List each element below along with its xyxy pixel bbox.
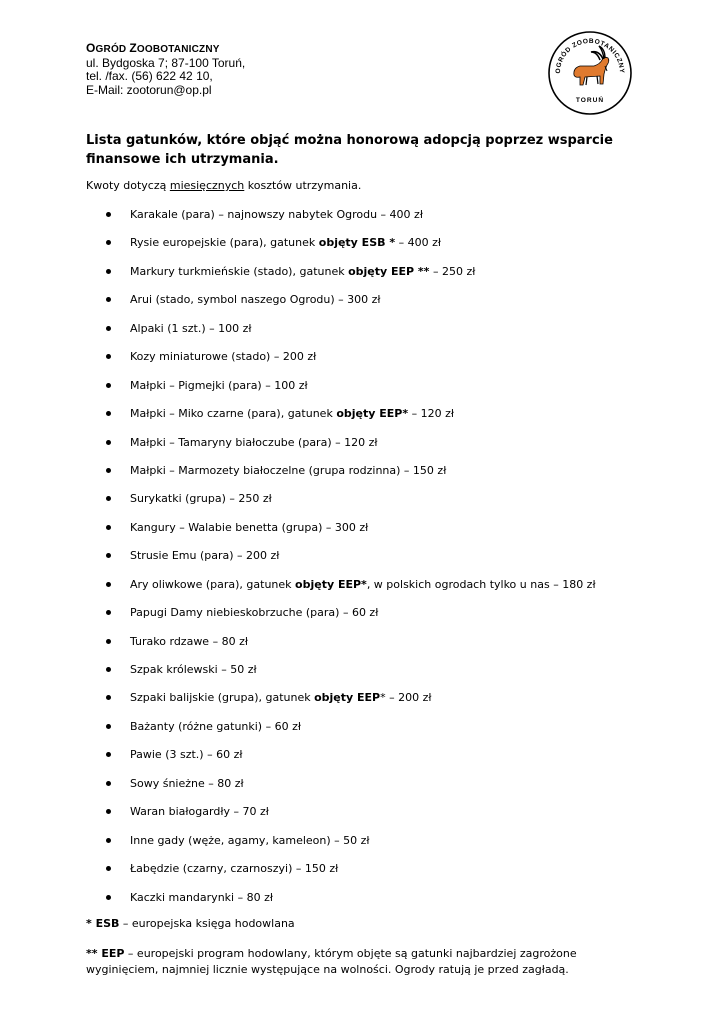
list-item-text: Arui (stado, symbol naszego Ogrodu) – 300 zł [130,293,381,307]
bullet-icon [106,695,111,700]
bullet-icon [106,866,111,871]
list-item [0,234,724,262]
letterhead [86,42,245,97]
list-item-text: Surykatki (grupa) – 250 zł [130,492,272,506]
list-item-text: Strusie Emu (para) – 200 zł [130,549,280,563]
bullet-icon [106,639,111,644]
list-item [0,320,724,348]
list-item [0,434,724,462]
bullet-icon [106,440,111,445]
species-list [0,206,724,917]
bullet-icon [106,752,111,757]
list-item-text: Sowy śnieżne – 80 zł [130,776,244,790]
list-item [0,576,724,604]
list-item [0,860,724,888]
list-item [0,547,724,575]
org-address: ul. Bydgoska 7; 87-100 Toruń, [86,55,246,70]
bullet-icon [106,809,111,814]
org-phone: tel. /fax. (56) 622 42 10, [86,69,213,83]
list-item-text: Małpki – Miko czarne (para), gatunek objęty EEP* – 120 zł [130,407,454,421]
bullet-icon [106,354,111,359]
list-item-text: Turako rdzawe – 80 zł [130,634,248,648]
bullet-icon [106,525,111,530]
list-item [0,832,724,860]
bullet-icon [106,667,111,672]
bullet-icon [106,297,111,302]
list-item-text: Ary oliwkowe (para), gatunek objęty EEP*, w polskich ogrodach tylko u nas – 180 zł [130,577,596,591]
list-item-text: Waran białogardły – 70 zł [130,805,269,819]
list-item [0,291,724,319]
bullet-icon [106,212,111,217]
list-item-text: Szpaki balijskie (grupa), gatunek objęty EEP* – 200 zł [130,691,432,705]
list-item [0,718,724,746]
list-item [0,604,724,632]
list-item-text: Bażanty (różne gatunki) – 60 zł [130,719,301,733]
list-item-text: Małpki – Pigmejki (para) – 100 zł [130,378,308,392]
list-item-text: Rysie europejskie (para), gatunek objęty ESB * – 400 zł [130,236,441,250]
list-item-text: Pawie (3 szt.) – 60 zł [130,748,243,762]
list-item-text: Kozy miniaturowe (stado) – 200 zł [130,350,317,364]
bullet-icon [106,411,111,416]
list-item [0,519,724,547]
org-email: E-Mail: zootorun@op.pl [86,82,212,97]
bullet-icon [106,838,111,843]
bullet-icon [106,582,111,587]
list-item-text: Małpki – Marmozety białoczelne (grupa rodzinna) – 150 zł [130,463,447,477]
bullet-icon [106,724,111,729]
list-item [0,775,724,803]
list-item [0,661,724,689]
bullet-icon [106,468,111,473]
intro-text: Kwoty dotyczą miesięcznych kosztów utrzymania. [86,179,362,192]
zoo-logo [547,30,633,116]
list-item-text: Karakale (para) – najnowszy nabytek Ogrodu – 400 zł [130,208,423,221]
list-item [0,633,724,661]
list-item-text: Inne gady (węże, agamy, kameleon) – 50 zł [130,833,370,847]
bullet-icon [106,383,111,388]
bullet-icon [106,496,111,501]
logo-top-text: OGRÓD ZOOBOTANICZNY [554,37,626,74]
logo-bottom-text: TORUŃ [575,97,605,104]
list-item [0,689,724,717]
list-item-text: Kaczki mandarynki – 80 zł [130,890,273,904]
footnote-eep: ** EEP – europejski program hodowlany, którym objęte są gatunki najbardziej zagrożone wyginięciem, najmniej licznie występujące na wolności. Ogrody ratują je przed zagładą. [86,947,577,976]
list-item-text: Alpaki (1 szt.) – 100 zł [130,321,252,335]
bullet-icon [106,781,111,786]
list-item-text: Łabędzie (czarny, czarnoszyi) – 150 zł [130,862,339,876]
list-item [0,462,724,490]
list-item-text: Papugi Damy niebieskobrzuche (para) – 60 zł [130,606,379,620]
list-item [0,206,724,234]
bullet-icon [106,553,111,558]
bullet-icon [106,269,111,274]
page-title: Lista gatunków, które objąć można honorową adopcją poprzez wsparcie finansowe ich utrzymania. [86,133,613,167]
org-name: OGRÓD ZOOBOTANICZNY [86,41,220,55]
list-item [0,889,724,917]
footnote-esb: * ESB – europejska księga hodowlana [86,917,295,930]
bullet-icon [106,326,111,331]
list-item [0,405,724,433]
list-item-text: Kangury – Walabie benetta (grupa) – 300 zł [130,520,369,534]
bullet-icon [106,610,111,615]
list-item [0,746,724,774]
list-item [0,348,724,376]
list-item-text: Markury turkmieńskie (stado), gatunek objęty EEP ** – 250 zł [130,264,476,278]
list-item-text: Szpak królewski – 50 zł [130,663,257,676]
list-item [0,377,724,405]
bullet-icon [106,895,111,900]
list-item [0,263,724,291]
bullet-icon [106,240,111,245]
list-item-text: Małpki – Tamaryny białoczube (para) – 120 zł [130,435,378,449]
list-item [0,490,724,518]
list-item [0,803,724,831]
